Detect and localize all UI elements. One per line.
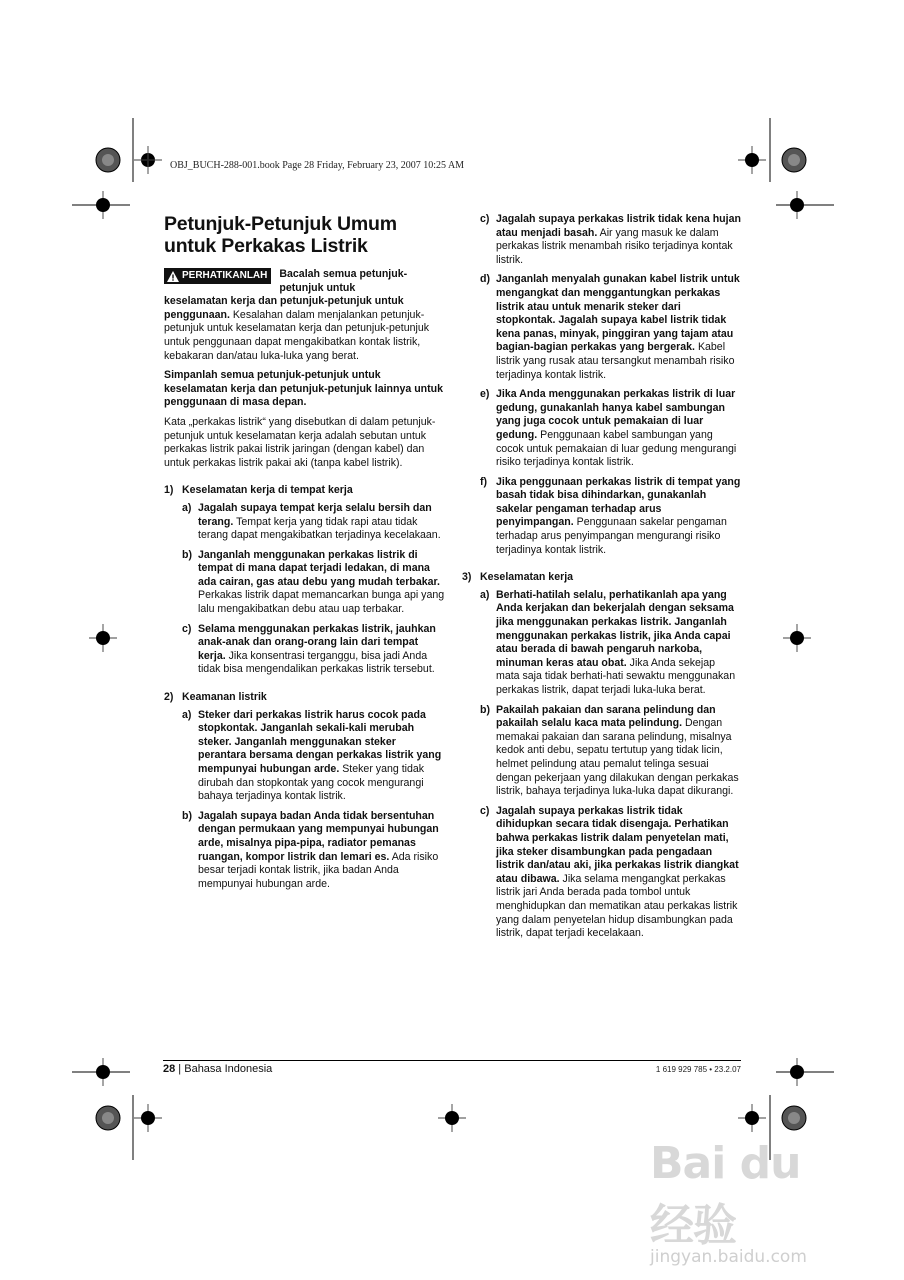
item-text: Air yang masuk ke dalam perkakas listrik menambah risiko terjadinya kontak listrik. bbox=[496, 226, 733, 266]
item-bold-text: Janganlah menggunakan perkakas listrik di tempat di mana dapat terjadi ledakan, di mana ada cairan, gas atau debu yang mudah terbakar. bbox=[198, 548, 440, 588]
registration-target-icon bbox=[89, 1058, 117, 1086]
item-label: b) bbox=[182, 809, 192, 822]
item-text: Kabel listrik yang rusak atau tersangkut menambah risiko terjadinya kontak listrik. bbox=[496, 341, 735, 381]
list-item bbox=[164, 502, 446, 543]
item-bold-text: Pakailah pakaian dan sarana pelindung dan pakailah selalu kaca mata pelindung. bbox=[496, 703, 716, 730]
section-2-continued bbox=[462, 213, 741, 557]
registration-target-icon bbox=[134, 1104, 162, 1132]
item-text: Jika konsentrasi terganggu, bisa jadi Anda tidak bisa mengendalikan perkakas listrik tersebut. bbox=[198, 649, 435, 676]
list-item bbox=[164, 623, 446, 677]
item-bold-text: Jagalah supaya perkakas listrik tidak dihidupkan secara tidak disengaja. Perhatikan bahwa perkakas listrik dalam penyetelan mati, jika steker disambungkan pada pengadaan listrik dan/atau aki, jika perkakas listrik diangkat atau dibawa. bbox=[496, 804, 739, 885]
watermark-brand: Bai du 经验 bbox=[650, 1138, 801, 1251]
item-label: c) bbox=[480, 213, 490, 225]
item-text: Tempat kerja yang tidak rapi atau tidak terang dapat mengakibatkan terjadinya kecelakaan. bbox=[198, 515, 441, 542]
item-label: c) bbox=[182, 622, 192, 635]
title-line-1: Petunjuk-Petunjuk Umum bbox=[164, 213, 397, 235]
registration-target-icon bbox=[438, 1104, 466, 1132]
left-column bbox=[164, 213, 446, 897]
item-label: d) bbox=[480, 273, 490, 286]
item-bold-text: Selama menggunakan perkakas listrik, jauhkan anak-anak dan orang-orang lain dari tempat kerja. bbox=[198, 622, 436, 662]
section-number: 2) bbox=[164, 691, 174, 704]
item-label: a) bbox=[480, 588, 490, 601]
section-number: 1) bbox=[164, 484, 174, 497]
color-wheel-icon bbox=[96, 1106, 120, 1130]
list-item bbox=[462, 213, 741, 267]
section-3 bbox=[462, 571, 741, 940]
item-text: Steker yang tidak dirubah dan stopkontak yang cocok mengurangi bahaya terjadinya kontak listrik. bbox=[198, 763, 425, 803]
registration-target-icon bbox=[783, 624, 811, 652]
list-item bbox=[164, 709, 446, 804]
item-bold-text: Jagalah supaya tempat kerja selalu bersih dan terang. bbox=[198, 501, 432, 528]
item-label: f) bbox=[480, 475, 488, 488]
page-number: 28 bbox=[163, 1063, 176, 1075]
document-code: 1 619 929 785 • 23.2.07 bbox=[655, 1065, 741, 1074]
item-text: Ada risiko besar terjadi kontak listrik, jika badan Anda mempunyai hubungan arde. bbox=[198, 850, 439, 890]
file-info-header: OBJ_BUCH-288-001.book Page 28 Friday, February 23, 2007 10:25 AM bbox=[170, 160, 465, 171]
color-wheel-icon bbox=[96, 148, 120, 172]
warning-badge-label: PERHATIKANLAH bbox=[182, 270, 268, 281]
registration-target-icon bbox=[134, 146, 162, 174]
section-title: Keamanan listrik bbox=[182, 691, 267, 704]
warning-triangle-icon bbox=[167, 271, 179, 282]
list-item bbox=[164, 549, 446, 617]
list-item bbox=[462, 805, 741, 941]
item-bold-text: Berhati-hatilah selalu, perhatikanlah apa yang Anda kerjakan dan bekerjalah dengan seksama jika menggunakan perkakas listrik. Janganlah menggunakan perkakas listrik, jika Anda capai atau berada di bawah pengaruh narkoba, minuman keras atau obat. bbox=[496, 588, 734, 669]
item-label: e) bbox=[480, 388, 490, 401]
color-wheel-icon bbox=[782, 1106, 806, 1130]
right-column bbox=[462, 213, 741, 947]
warning-intro: Bacalah semua petunjuk-petunjuk untuk bbox=[279, 268, 408, 294]
item-label: c) bbox=[480, 804, 490, 817]
item-text: Penggunaan sakelar pengaman terhadap arus penyimpangan mengurangi risiko terjadinya kontak listrik. bbox=[496, 516, 727, 556]
item-bold-text: Jagalah supaya perkakas listrik tidak kena hujan atau menjadi basah. bbox=[496, 213, 741, 239]
section-title: Keselamatan kerja di tempat kerja bbox=[182, 484, 353, 497]
section-title: Keselamatan kerja bbox=[480, 571, 574, 584]
warning-block bbox=[164, 268, 446, 363]
item-bold-text: Janganlah menyalah gunakan kabel listrik untuk mengangkat dan menggantungkan perkakas listrik atau untuk menarik steker dari stopkontak. Jagalah supaya kabel listrik tidak kena panas, minyak, pinggiran yang tajam atau bagian-bagian perkakas yang bergerak. bbox=[496, 273, 740, 354]
item-label: b) bbox=[480, 703, 490, 716]
item-bold-text: Jika penggunaan perkakas listrik di tempat yang basah tidak bisa dihindarkan, gunakanlah sakelar pengaman terhadap arus penyimpangan. bbox=[496, 475, 741, 529]
item-text: Jika Anda sekejap mata saja tidak berhati-hati sewaktu menggunakan perkakas listrik, dapat terjadi luka-luka berat. bbox=[496, 656, 736, 696]
warning-bold: keselamatan kerja dan petunjuk-petunjuk untuk penggunaan. bbox=[164, 295, 404, 321]
warning-badge bbox=[164, 268, 271, 284]
item-bold-text: Jika Anda menggunakan perkakas listrik di luar gedung, gunakanlah hanya kabel sambungan yang juga cocok untuk pemakaian di luar gedung. bbox=[496, 388, 736, 441]
footer-rule bbox=[163, 1060, 741, 1061]
item-bold-text: Steker dari perkakas listrik harus cocok pada stopkontak. Janganlah sekali-kali merubah steker. Janganlah menggunakan steker perantara bersama dengan perkakas listrik yang mempunyai hubungan arde. bbox=[198, 708, 442, 775]
item-label: a) bbox=[182, 501, 192, 514]
section-heading bbox=[164, 484, 446, 498]
item-text: Penggunaan kabel sambungan yang cocok untuk pemakaian di luar gedung mengurangi risiko terjadinya kontak listrik. bbox=[496, 428, 737, 469]
save-note: Simpanlah semua petunjuk-petunjuk untuk keselamatan kerja dan petunjuk-petunjuk lainnya untuk penggunaan di masa depan. bbox=[164, 369, 444, 409]
left-sections bbox=[164, 484, 446, 891]
title-line-2: untuk Perkakas Listrik bbox=[164, 235, 368, 257]
section-heading bbox=[164, 691, 446, 705]
registration-target-icon bbox=[738, 1104, 766, 1132]
item-label: a) bbox=[182, 708, 192, 721]
registration-target-icon bbox=[783, 1058, 811, 1086]
registration-target-icon bbox=[89, 191, 117, 219]
section-number: 3) bbox=[462, 571, 472, 584]
list-item bbox=[462, 704, 741, 799]
warning-text: Kesalahan dalam menjalankan petunjuk-petunjuk untuk keselamatan kerja dan petunjuk-petunjuk untuk penggunaan dapat mengakibatkan kontak listrik, kebakaran dan/atau luka-luka yang berat. bbox=[164, 308, 430, 362]
item-text: Jika selama mengangkat perkakas listrik jari Anda berada pada tombol untuk menghidupkan dan mematikan atau perkakas listrik yang dalam penyetelan hidup disambungkan pada listrik, dapat terjadi kecelakaan. bbox=[496, 872, 738, 940]
footer-page bbox=[163, 1063, 272, 1075]
definition-text: Kata „perkakas listrik“ yang disebutkan di dalam petunjuk-petunjuk untuk keselamatan kerja adalah sebutan untuk perkakas listrik pakai listrik jaringan (dengan kabel) dan untuk perkakas listrik pakai aki (tanpa kabel listrik). bbox=[164, 415, 436, 469]
section-heading bbox=[462, 571, 741, 585]
registration-target-icon bbox=[783, 191, 811, 219]
registration-target-icon bbox=[89, 624, 117, 652]
list-item bbox=[164, 810, 446, 892]
list-item bbox=[462, 388, 741, 470]
registration-target-icon bbox=[738, 146, 766, 174]
list-item bbox=[462, 589, 741, 698]
item-label: b) bbox=[182, 548, 192, 561]
watermark-url: jingyan.baidu.com bbox=[650, 1247, 807, 1267]
list-item bbox=[462, 273, 741, 382]
baidu-watermark bbox=[650, 1138, 850, 1267]
item-text: Dengan memakai pakaian dan sarana pelindung, misalnya kedok anti debu, sepatu tertutup yang tidak licin, helmet pelindung atau pemalut telinga sesuai dengan pekerjaan yang dilakukan dengan perkakas listrik, bahaya terjadinya luka-luka dapat dikurangi. bbox=[496, 717, 739, 798]
page-title bbox=[164, 213, 446, 257]
color-wheel-icon bbox=[782, 148, 806, 172]
list-item bbox=[462, 476, 741, 558]
item-bold-text: Jagalah supaya badan Anda tidak bersentuhan dengan permukaan yang mempunyai hubungan arde, misalnya pipa-pipa, radiator pemanas ruangan, kompor listrik dan lemari es. bbox=[198, 809, 439, 863]
footer-separator: | bbox=[175, 1063, 185, 1075]
item-text: Perkakas listrik dapat memancarkan bunga api yang lalu mengakibatkan debu atau uap terbakar. bbox=[198, 589, 445, 616]
footer-language: Bahasa Indonesia bbox=[184, 1063, 273, 1075]
